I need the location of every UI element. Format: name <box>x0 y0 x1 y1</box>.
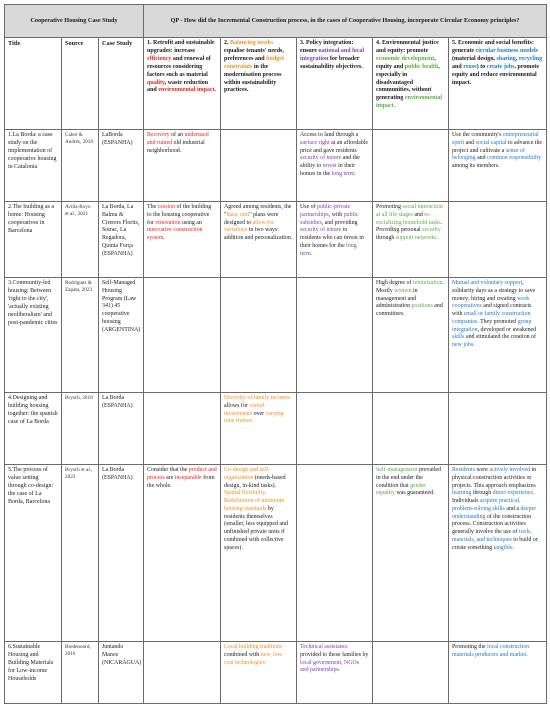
text-segment: national and local integration <box>300 47 365 62</box>
source-column-header: Source <box>62 38 99 130</box>
row-title: 1.La Borda: a case study on the implementation of cooperative housing in Catalonia <box>5 130 62 202</box>
text-segment: , especially in disadvantaged communities, without generating <box>376 63 440 102</box>
text-segment: tools, materials, and techniques <box>452 529 532 544</box>
text-segment: High degree of <box>376 280 413 286</box>
row-principle-5 <box>449 130 547 202</box>
text-segment: entrepreneurial spirit <box>452 132 539 146</box>
table-row <box>5 393 547 465</box>
text-segment: 4. Environmental justice and equity: promote <box>376 40 439 54</box>
text-segment: among its members. <box>452 163 500 170</box>
text-segment: Consider that the <box>147 467 189 473</box>
text-segment: , promote equity and reduce environmental impact. <box>452 63 540 86</box>
row-principle-5 <box>449 393 547 465</box>
row-principle-1 <box>144 130 221 202</box>
text-segment: work cooperatives <box>452 295 530 310</box>
text-segment: efficiency <box>147 55 172 62</box>
column-header-row <box>5 38 547 130</box>
text-segment: equalise tenants' needs, preferences and <box>224 47 284 62</box>
text-segment: basic unit <box>226 211 250 218</box>
text-segment: old industrial neighborhood. <box>147 139 205 154</box>
text-segment: budget constraints <box>224 55 284 70</box>
text-segment: innovative construction system. <box>147 227 203 242</box>
text-segment: social interaction at all life stages <box>376 204 443 218</box>
text-segment: feminization <box>412 280 443 286</box>
text-segment: (material design, <box>452 55 497 62</box>
text-segment: to residents who can invest in their homes for the <box>300 227 364 249</box>
text-segment: social capital <box>475 139 507 146</box>
text-segment: economic development <box>376 55 435 62</box>
row-title: 3.Community-led housing: Between 'right to the city', 'actually existing neoliberalism' and post-pandemic cities <box>5 278 62 393</box>
text-segment: gender equality <box>376 482 427 497</box>
text-segment: women <box>394 287 412 294</box>
text-segment: create jobs <box>486 63 515 70</box>
row-principle-2 <box>221 130 297 202</box>
row-principle-1 <box>144 202 221 278</box>
text-segment: varied investments <box>224 402 264 417</box>
text-segment: deeper understanding <box>452 505 537 520</box>
row-source: Rodríguez & Zapata, 2023 <box>62 278 99 393</box>
text-segment: , with <box>328 211 344 218</box>
text-segment: (needs-based design, in-kind tasks). <box>224 474 286 489</box>
text-segment: allow for variations <box>224 219 274 234</box>
table-row <box>5 642 547 704</box>
row-principle-2 <box>221 202 297 278</box>
text-segment: 5. Economic and social benefits: generate <box>452 40 534 54</box>
text-segment: . Providing personal <box>376 219 442 234</box>
text-segment: security of tenure <box>300 155 342 162</box>
text-segment: and the ability to <box>300 155 360 170</box>
row-source: Cabré & Andrés, 2018 <box>62 130 99 202</box>
text-segment: of the building to the housing cooperative for <box>147 204 212 226</box>
text-segment: renovation <box>155 219 181 226</box>
row-principle-4 <box>373 278 449 393</box>
text-segment: new, low-cost technologies. <box>224 651 284 666</box>
row-principle-1 <box>144 465 221 642</box>
text-segment: . They promoted <box>477 318 518 325</box>
text-segment: acquire practical, problem-solving skills <box>452 498 521 512</box>
text-segment: quality <box>147 79 165 86</box>
text-segment: Local building traditions <box>224 644 283 650</box>
text-segment: Balancing needs: <box>230 40 274 46</box>
text-segment: The <box>147 204 158 210</box>
text-segment: long term. <box>300 242 357 257</box>
row-principle-2 <box>221 465 297 642</box>
text-segment: public health <box>404 63 439 70</box>
text-segment: by residents themselves (smaller, less equipped and unfinished private units if combined with collective spaces). <box>224 505 288 551</box>
text-segment: common responsibility <box>487 155 542 162</box>
text-segment: allows for <box>224 402 250 409</box>
text-segment: Diversity of family incomes <box>224 395 291 401</box>
text-segment: combined with <box>224 651 261 658</box>
text-segment: in management and administration <box>376 287 418 310</box>
text-segment: support networks. <box>395 235 439 242</box>
text-segment: local government, NGOs and partnerships. <box>300 659 360 674</box>
text-segment: long term. <box>331 170 356 177</box>
row-source: Avilla-Royo et al., 2021 <box>62 202 99 278</box>
row-principle-5 <box>449 642 547 704</box>
row-principle-5 <box>449 465 547 642</box>
principle-3-header <box>297 38 373 130</box>
text-segment: . <box>264 490 267 497</box>
text-segment: , equity and <box>376 55 436 70</box>
text-segment: using an <box>180 219 202 226</box>
row-source: Bredenoord, 2016 <box>62 642 99 704</box>
text-segment: Technical assistance <box>300 644 348 650</box>
text-segment: public-private partnerships <box>300 204 351 218</box>
text-segment: and <box>452 63 464 70</box>
row-source: Brysch et al., 2023 <box>62 465 99 642</box>
text-segment: recycling <box>518 55 543 62</box>
text-segment: sharing <box>496 55 516 62</box>
circular-economy-table <box>4 4 547 704</box>
text-segment: through <box>471 490 493 497</box>
row-principle-2 <box>221 278 297 393</box>
row-case-study: Self-Managed Housing Program (Law 341) 45 cooperative housing (ARGENTINA) <box>99 278 144 393</box>
text-segment: and stimulated the creation of <box>464 334 536 341</box>
case-study-header: Cooperative Housing Case Study <box>5 5 144 38</box>
text-segment: prevailed in the end under the condition that <box>376 467 441 489</box>
text-segment: at an affordable price and gave residents <box>300 139 368 154</box>
text-segment: Promoting <box>376 204 403 210</box>
text-segment: provided to these families by <box>300 651 369 658</box>
text-segment: Co-design and self-organization <box>224 467 271 481</box>
row-principle-4 <box>373 642 449 704</box>
row-principle-4 <box>373 202 449 278</box>
text-segment: Promoting the <box>452 644 488 650</box>
text-segment: in two ways: addition and personalization. <box>224 227 293 242</box>
principle-2-header <box>221 38 297 130</box>
text-segment: from the whole. <box>147 474 215 489</box>
row-principle-1 <box>144 642 221 704</box>
text-segment: in the modernisation process within sustainability practices. <box>224 63 282 94</box>
text-segment: inseparable <box>174 474 202 481</box>
text-segment: underused and ruined <box>147 132 209 146</box>
row-case-study: La Borda, La Balma & Cirerers Florits, Sotrac, La Regadora, Quinta Força (ESPANHA) <box>99 202 144 278</box>
text-segment: was guaranteed. <box>395 490 435 497</box>
principle-4-header <box>373 38 449 130</box>
text-segment: small or family construction companies <box>452 311 531 325</box>
text-segment: over <box>252 410 266 417</box>
row-principle-1 <box>144 278 221 393</box>
row-case-study: Juntando Manos (NICARÁGUA) <box>99 642 144 704</box>
text-segment: and <box>464 139 476 146</box>
text-segment: are <box>164 474 175 481</box>
text-segment: and <box>475 155 488 162</box>
text-segment: Residents <box>452 467 475 473</box>
text-segment: positions <box>411 303 433 310</box>
row-title: 4.Designing and building housing together: the spanish case of La Borda <box>5 393 62 465</box>
text-segment: environmental impact. <box>376 95 443 110</box>
text-segment: invest <box>322 163 337 170</box>
row-case-study: La Borda (ESPANHA) <box>99 465 144 642</box>
text-segment: to build or create something <box>452 537 538 551</box>
row-principle-3 <box>297 465 373 642</box>
text-segment: Access to land through a <box>300 132 359 138</box>
text-segment: . Individuals <box>452 490 535 505</box>
text-segment: were <box>474 467 490 473</box>
text-segment: Spatial flexibility <box>224 490 265 497</box>
row-case-study: La Borda (ESPANHA) <box>99 393 144 465</box>
row-case-study: LaBorda (ESPANHA) <box>99 130 144 202</box>
row-principle-5 <box>449 278 547 393</box>
text-segment: of the construction process. Construction activities generally involve the use of <box>452 513 532 536</box>
row-title: 6.Sustainable Housing and Building Materials for Low-income Households <box>5 642 62 704</box>
text-segment: " plans were designed to <box>224 211 279 226</box>
row-principle-4 <box>373 393 449 465</box>
table-header-row <box>5 5 547 38</box>
text-segment: and a <box>504 505 521 512</box>
text-segment: to advance the project and cultivate a <box>452 139 543 154</box>
title-column-header: Title <box>5 38 62 130</box>
text-segment: , <box>515 55 519 62</box>
text-segment: Self-management <box>376 467 418 473</box>
text-segment: security of tenure <box>300 227 342 234</box>
text-segment: tangible. <box>493 544 515 551</box>
text-segment: Redefinition of minimum housing standards <box>224 498 285 512</box>
text-segment: Recovery <box>147 132 170 138</box>
text-segment: group integration <box>452 318 532 333</box>
text-segment: public subsidies <box>300 211 359 226</box>
table-row <box>5 130 547 202</box>
text-segment: , solidarity days as a strategy to save money; hiring and creating <box>452 280 536 302</box>
row-principle-1 <box>144 393 221 465</box>
principle-5-header <box>449 38 547 130</box>
text-segment: direct experience <box>492 490 534 497</box>
text-segment: varying time frames. <box>224 410 284 425</box>
text-segment: Agreed among residents, the " <box>224 204 292 218</box>
row-title: 2.The building as a home: Housing cooperatives in Barcelona <box>5 202 62 278</box>
text-segment: , developed or awakened <box>477 326 537 333</box>
text-segment: security <box>422 227 441 234</box>
text-segment: skills <box>452 334 465 341</box>
row-principle-3 <box>297 130 373 202</box>
row-principle-2 <box>221 642 297 704</box>
text-segment: Mutual and voluntary support <box>452 280 523 286</box>
case-study-column-header: Case Study <box>99 38 144 130</box>
text-segment: reuse <box>463 63 477 70</box>
text-segment: and <box>412 211 425 218</box>
text-segment: in their homes in the <box>300 163 356 177</box>
text-segment: and signed contracts with <box>452 303 532 318</box>
table-row <box>5 465 547 642</box>
text-segment: for broader sustainability objectives. <box>300 55 363 70</box>
text-segment: and committees. <box>376 303 443 318</box>
text-segment: re-socializing household tasks <box>376 211 441 226</box>
row-principle-3 <box>297 278 373 393</box>
text-segment: and renewal of resources considering factors such as material <box>147 55 211 78</box>
text-segment: . Mostly <box>376 280 445 294</box>
row-principle-3 <box>297 202 373 278</box>
text-segment: 1. Retrofit and sustainable upgrades: increase <box>147 40 215 54</box>
text-segment: Use of <box>300 204 318 210</box>
text-segment: , waste reduction and <box>147 79 209 94</box>
text-segment: in physical construction activities or projects. This approach emphasizes <box>452 467 537 489</box>
text-segment: , and providing <box>321 219 358 226</box>
row-principle-3 <box>297 393 373 465</box>
text-segment: through <box>376 235 396 242</box>
text-segment: product and process <box>147 467 217 481</box>
text-segment: surface right <box>300 139 330 146</box>
text-segment: 3. Policy integration: ensure <box>300 40 354 54</box>
text-segment: 2. <box>224 40 231 46</box>
research-question-header: QP - How did the Incremental Construction process, in the cases of Cooperative Housing, incorporate Circular Economy principles? <box>144 5 547 38</box>
principle-1-header <box>144 38 221 130</box>
row-source: Brysch, 2018 <box>62 393 99 465</box>
row-principle-2 <box>221 393 297 465</box>
row-principle-3 <box>297 642 373 704</box>
row-principle-4 <box>373 130 449 202</box>
text-segment: local construction materials producers and market. <box>452 644 530 658</box>
text-segment: Use the community's <box>452 132 503 138</box>
row-title: 5.The process of value setting through co-design: the case of La Borda, Barcelona <box>5 465 62 642</box>
table-row <box>5 202 547 278</box>
text-segment: ) to <box>476 63 487 70</box>
row-principle-4 <box>373 465 449 642</box>
text-segment: circular business models <box>475 47 538 54</box>
table-row <box>5 278 547 393</box>
text-segment: new jobs. <box>452 342 475 349</box>
row-principle-5 <box>449 202 547 278</box>
text-segment: of an <box>169 132 185 138</box>
text-segment: learning <box>452 490 472 497</box>
text-segment: environmental impact. <box>158 87 217 94</box>
text-segment: sense of belonging <box>452 147 525 162</box>
text-segment: actively involved <box>489 467 531 473</box>
text-segment: cession <box>157 204 176 210</box>
